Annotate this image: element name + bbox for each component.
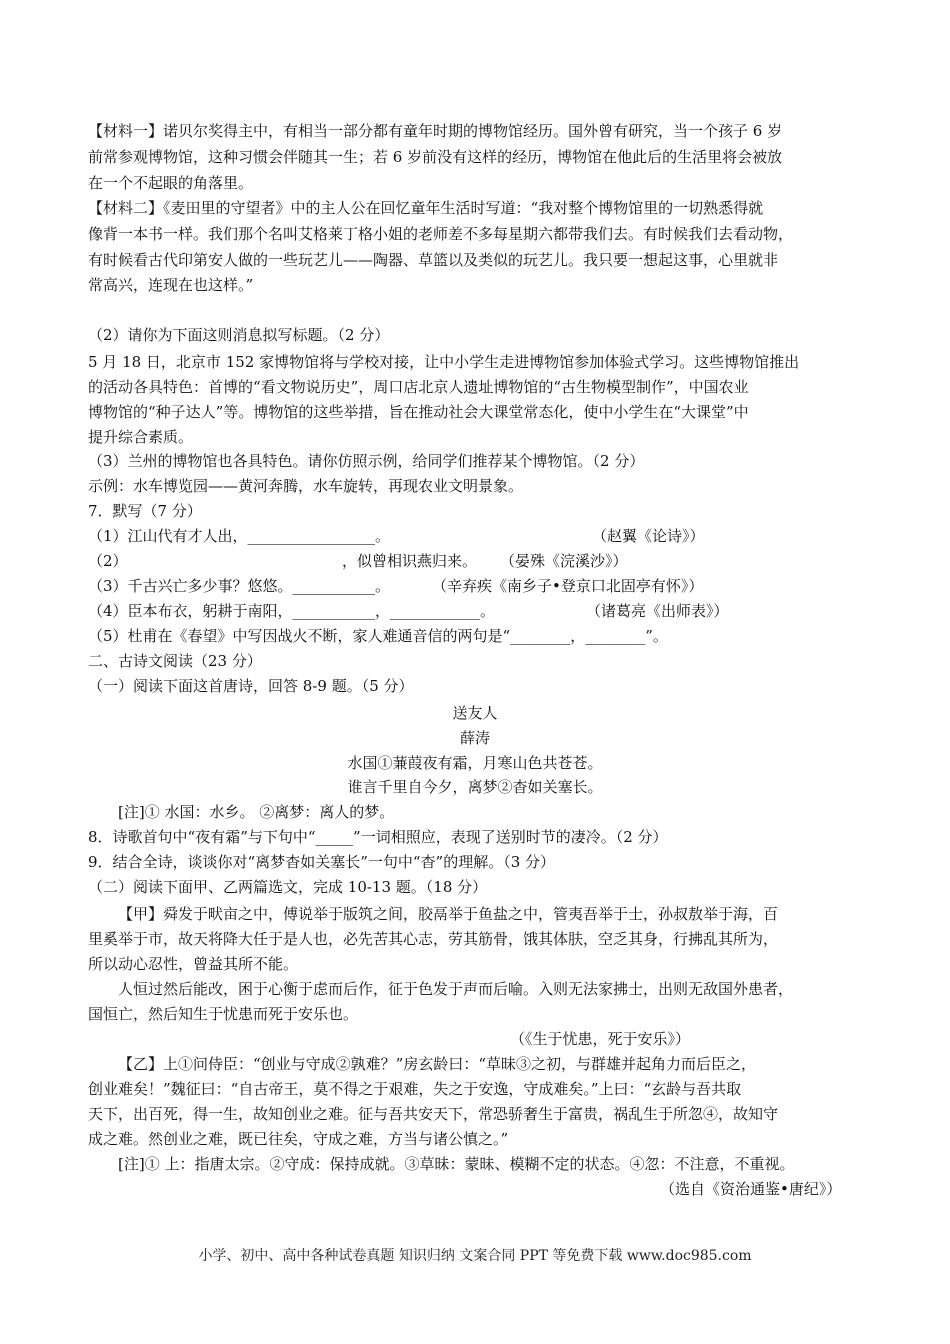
dictation-2-source: （晏殊《浣溪沙》）	[500, 552, 628, 570]
material-1-line-3: 在一个不起眼的角落里。	[88, 174, 254, 192]
text-a-line-4: 人恒过然后能改，困于心衡于虑而后作，征于色发于声而后喻。入则无法家拂士，出则无敌国外患者，	[118, 980, 794, 998]
question-9: 9．结合全诗，谈谈你对“离梦杳如关塞长”一句中“杳”的理解。（3 分）	[88, 853, 556, 871]
dictation-5: （5）杜甫在《春望》中写因战火不断，家人难通音信的两句是“________，________”。	[88, 627, 668, 645]
news-line-2: 的活动各具特色：首博的“看文物说历史”，周口店北京人遗址博物馆的“古生物模型制作”，中国农业	[88, 378, 749, 396]
text-b-line-4: 成之难。然创业之难，既已往矣，守成之难，方当与诸公慎之。”	[88, 1130, 509, 1148]
text-b-line-2: 创业难矣！”魏征曰：“自古帝王，莫不得之于艰难，失之于安逸，守成难矣。”上曰：“玄龄与吾共取	[88, 1080, 742, 1098]
news-line-3: 博物馆的“种子达人”等。博物馆的这些举措，旨在推动社会大课堂常态化，使中小学生在“大课堂”中	[88, 403, 749, 421]
example-line: 示例：水车博览园——黄河奔腾，水车旋转，再现农业文明景象。	[88, 477, 524, 495]
poem-line-1: 水国①蒹葭夜有霜，月寒山色共苍苍。	[347, 754, 603, 772]
question-7: 7．默写（7 分）	[88, 502, 202, 520]
dictation-4: （4）臣本布衣，躬耕于南阳，___________，____________。	[88, 602, 496, 620]
dictation-2-a: （2）	[88, 552, 128, 570]
page-footer: 小学、初中、高中各种试卷真题 知识归纳 文案合同 PPT 等免费下载 www.doc985.com	[198, 1248, 752, 1264]
dictation-3: （3）千古兴亡多少事？悠悠。___________。	[88, 577, 391, 595]
poem-author: 薛涛	[459, 729, 490, 747]
text-a-source: （《生于忧患，死于安乐》）	[510, 1030, 691, 1048]
text-a-line-2: 里奚举于市，故天将降大任于是人也，必先苦其心志，劳其筋骨，饿其体肤，空乏其身，行拂乱其所为，	[88, 930, 779, 948]
text-b-line-3: 天下，出百死，得一生，故知创业之难。征与吾共安天下，常恐骄奢生于富贵，祸乱生于所忽④，故知守	[88, 1105, 779, 1123]
dictation-1: （1）江山代有才人出，_________________。	[88, 527, 391, 545]
section-2-heading: 二、古诗文阅读（23 分）	[88, 652, 262, 670]
material-2-line-3: 有时候看古代印第安人做的一些玩艺儿——陶器、草篮以及类似的玩艺儿。我只要一想起这事，心里就非	[88, 251, 779, 269]
dictation-2-b: ，似曾相识燕归来。	[342, 552, 478, 570]
text-a-line-5: 国恒亡，然后知生于忧患而死于安乐也。	[88, 1005, 359, 1023]
material-2-line-4: 常高兴，连现在也这样。”	[88, 276, 254, 294]
news-line-1: 5 月 18 日，北京市 152 家博物馆将与学校对接，让中小学生走进博物馆参加体验式学习。这些博物馆推出	[88, 353, 800, 371]
dictation-3-source: （辛弃疾《南乡子•登京口北固亭有怀》）	[432, 577, 704, 595]
material-2-line-2: 像背一本书一样。我们那个名叫艾格莱丁格小姐的老师差不多每星期六都带我们去。有时候我们去看动物，	[88, 225, 794, 243]
question-2: （2）请你为下面这则消息拟写标题。（2 分）	[88, 326, 390, 344]
question-3: （3）兰州的博物馆也各具特色。请你仿照示例，给同学们推荐某个博物馆。（2 分）	[88, 452, 645, 470]
poem-title: 送友人	[452, 704, 498, 722]
text-a-line-3: 所以动心忍性，曾益其所不能。	[88, 955, 299, 973]
material-1-line-1: 【材料一】诺贝尔奖得主中，有相当一部分都有童年时期的博物馆经历。国外曾有研究，当一个孩子 6 岁	[88, 122, 783, 140]
part-2-heading: （二）阅读下面甲、乙两篇选文，完成 10-13 题。（18 分）	[88, 878, 488, 896]
news-line-4: 提升综合素质。	[88, 428, 194, 446]
text-b-line-1: 【乙】上①问侍臣：“创业与守成②孰难？”房玄龄曰：“草昧③之初，与群雄并起角力而后臣之，	[118, 1055, 757, 1073]
material-2-line-1: 【材料二】《麦田里的守望者》中的主人公在回忆童年生活时写道：“我对整个博物馆里的一切熟悉得就	[88, 199, 764, 217]
dictation-4-source: （诸葛亮《出师表》）	[586, 602, 729, 620]
text-b-note: [注]① 上：指唐太宗。②守成：保持成就。③草昧：蒙昧、模糊不定的状态。④忽：不注意，不重视。	[118, 1155, 795, 1173]
part-1-heading: （一）阅读下面这首唐诗，回答 8-9 题。（5 分）	[88, 677, 414, 695]
dictation-1-source: （赵翼《论诗》）	[592, 527, 705, 545]
poem-note: [注]① 水国：水乡。 ②离梦：离人的梦。	[118, 803, 395, 821]
text-a-line-1: 【甲】舜发于畎亩之中，傅说举于版筑之间，胶鬲举于鱼盐之中，管夷吾举于士，孙叔敖举于海，百	[118, 905, 779, 923]
material-1-line-2: 前常参观博物馆，这种习惯会伴随其一生；若 6 岁前没有这样的经历，博物馆在他此后的生活里将会被放	[88, 148, 783, 166]
poem-line-2: 谁言千里自今夕，离梦②杳如关塞长。	[347, 778, 603, 796]
question-8: 8．诗歌首句中“夜有霜”与下句中“_____”一词相照应，表现了送别时节的凄冷。（2 分）	[88, 828, 668, 846]
text-b-source: （选自《资治通鉴•唐纪》）	[660, 1180, 842, 1198]
